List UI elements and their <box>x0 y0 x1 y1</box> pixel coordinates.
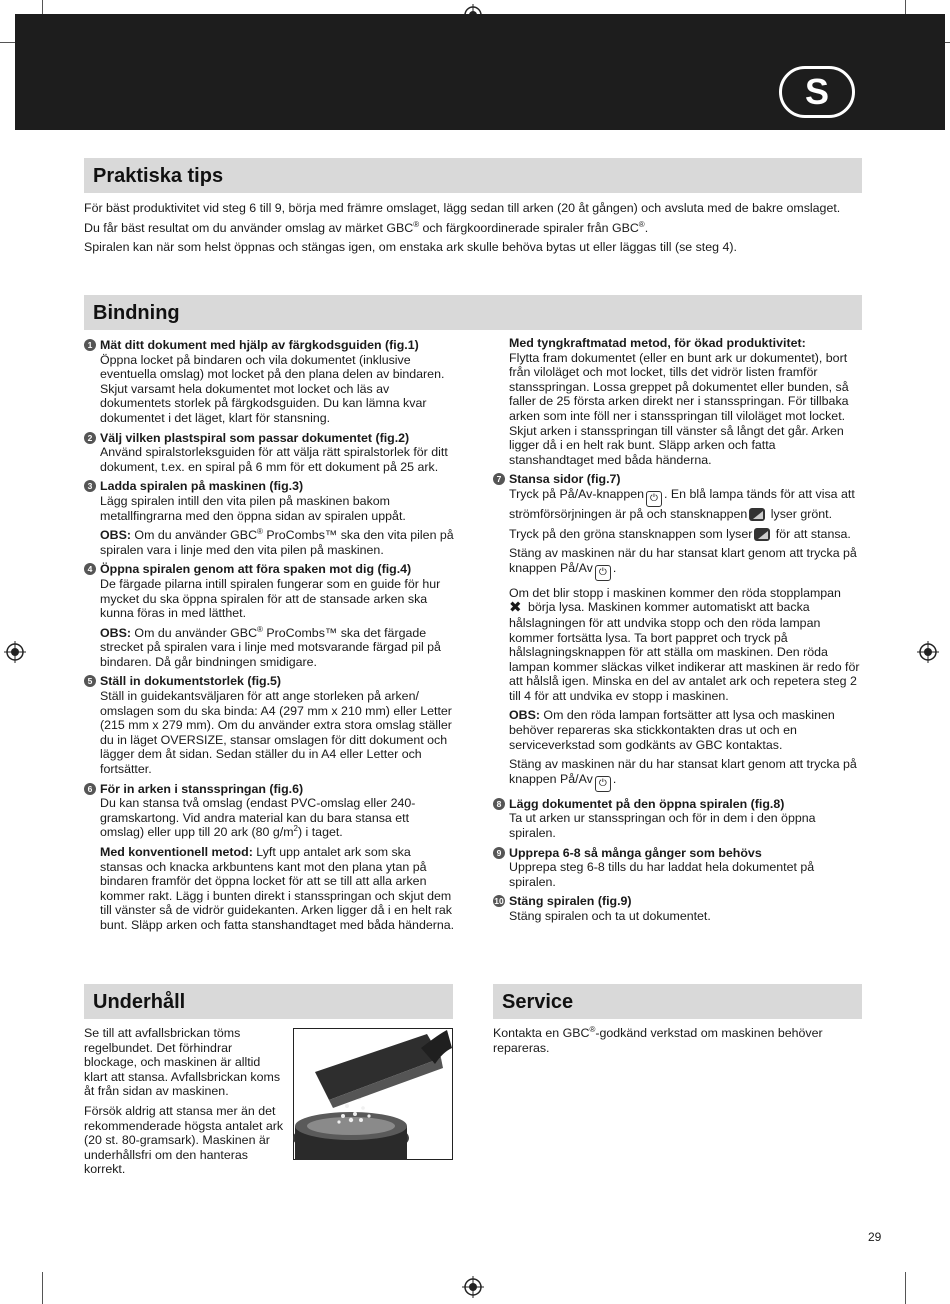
step-body: Ställ in guidekantsväljaren för att ange storleken på arken/ omslagen som du ska binda: A4 (297 mm x 210 mm) eller Letter (215 mm x 279 mm). Om du använder extra stora omslag ställer du in läget OVERSIZE, stansar omslagen för ditt dokument och lägger dem åt sidan. Sedan ställer du in A4 eller Letter och fortsätter. <box>100 689 452 777</box>
power-button-icon: ⏻ <box>646 491 662 507</box>
step-body: Ta ut arken ur stansspringan och för in dem i den öppna spiralen. <box>509 811 816 841</box>
step-title: Upprepa 6-8 så många gånger som behövs <box>509 845 762 860</box>
stop-lamp-icon: ✖ <box>509 599 522 617</box>
tips-section <box>84 201 844 260</box>
registration-mark-icon <box>462 1276 484 1298</box>
tips-paragraph-3: Spiralen kan när som helst öppnas och stängas igen, om enstaka ark skulle behöva bytas ut eller läggas till (se steg 4). <box>84 240 737 255</box>
crop-mark <box>42 1272 43 1304</box>
binding-heading: Bindning <box>84 295 862 330</box>
step-2 <box>84 431 456 475</box>
step-6 <box>84 782 456 933</box>
registration-mark-icon <box>4 641 26 663</box>
maintenance-heading: Underhåll <box>84 984 453 1019</box>
step-number: 2 <box>84 432 96 444</box>
crop-mark <box>905 1272 906 1304</box>
step-number: 5 <box>84 675 96 687</box>
step-body: Använd spiralstorleksguiden för att välja rätt spiralstorlek för ditt dokument, t.ex. en spiral på 6 mm för ett dokument på 25 ark. <box>100 445 448 474</box>
maintenance-text <box>84 1026 284 1182</box>
tips-paragraph-1: För bäst produktivitet vid steg 6 till 9, börja med främre omslaget, lägg sedan till arken (20 åt gången) och avsluta med de bakre omslaget. <box>84 201 841 215</box>
step-number: 9 <box>493 847 505 859</box>
page-number: 29 <box>868 1230 882 1244</box>
step-5 <box>84 674 456 776</box>
step-body: Upprepa steg 6-8 tills du har laddat hela dokumentet på spiralen. <box>509 860 815 889</box>
binding-right-column <box>493 336 863 929</box>
step-number: 3 <box>84 480 96 492</box>
registration-mark-icon <box>917 641 939 663</box>
step-1 <box>84 338 456 426</box>
step-number: 1 <box>84 339 96 351</box>
step-title: För in arken i stansspringan (fig.6) <box>100 781 304 796</box>
step-number: 8 <box>493 798 505 810</box>
step-title: Välj vilken plastspiral som passar dokumentet (fig.2) <box>100 430 410 445</box>
power-button-icon: ⏻ <box>595 565 611 581</box>
step-number: 7 <box>493 473 505 485</box>
step-number: 4 <box>84 563 96 575</box>
step-note: OBS: Om du använder GBC® ProCombs™ ska det färgade strecket på spiralen vara i linje med motsvarande färgad pil på bindaren. Då går bindningen smidigare. <box>100 624 441 669</box>
step-title: Ladda spiralen på maskinen (fig.3) <box>100 479 304 494</box>
service-paragraph: Kontakta en GBC®-godkänd verkstad om maskinen behöver repareras. <box>493 1024 823 1055</box>
punch-button-icon <box>749 508 765 521</box>
step-title: Öppna spiralen genom att föra spaken mot dig (fig.4) <box>100 562 412 577</box>
service-text <box>493 1026 853 1060</box>
language-badge: S <box>779 66 855 118</box>
step-body: Du kan stansa två omslag (endast PVC-omslag eller 240-gramskartong. Vid andra material kan du bara stansa ett omslag) eller upp till 20 ark (80 $g/m^2$) i taget. <box>100 796 416 840</box>
step-number: 6 <box>84 783 96 795</box>
step-9 <box>493 846 863 890</box>
power-button-icon: ⏻ <box>595 776 611 792</box>
step-body: De färgade pilarna intill spiralen fungerar som en guide för hur mycket du ska öppna spiralen för att de stansade arken ska kunna föras in med lätthet. <box>100 576 441 621</box>
step-body: Stäng spiralen och ta ut dokumentet. <box>509 909 711 923</box>
step-8 <box>493 797 863 841</box>
conventional-method: Med konventionell metod: Lyft upp antalet ark som ska stansas och knacka arkbuntens kant mot den plana ytan på bindaren framför det öppna locket för att se till att alla arken kommer rakt. Lägg i bunten direkt i stansspringan och skjut dem till vänster så de vidrör guidekanten. Arken ligger då i en helt rak bunt. Släpp arken och fatta stanshandtaget med båda händerna. <box>100 845 455 932</box>
step-3 <box>84 479 456 557</box>
punch-button-icon <box>754 528 770 541</box>
waste-tray-illustration <box>293 1028 453 1160</box>
step-note: OBS: Om du använder GBC® ProCombs™ ska den vita pilen på spiralen vara i linje med den vita pilen på maskinen. <box>100 527 454 557</box>
step-title: Stansa sidor (fig.7) <box>509 472 621 487</box>
maintenance-paragraph-1: Se till att avfallsbrickan töms regelbundet. Det förhindrar blockage, och maskinen är alltid klart att stansa. Avfallsbrickan koms åt från sidan av maskinen. <box>84 1026 281 1099</box>
binding-left-column <box>84 338 456 938</box>
step-title: Mät ditt dokument med hjälp av färgkodsguiden (fig.1) <box>100 338 419 352</box>
step-number: 10 <box>494 896 504 907</box>
tips-paragraph-2: Du får bäst resultat om du använder omslag av märket GBC® och färgkoordinerade spiraler från GBC®. <box>84 219 649 235</box>
step-10 <box>493 894 863 923</box>
maintenance-paragraph-2: Försök aldrig att stansa mer än det rekommenderade högsta antalet ark (20 st. 80-gramsark). Maskinen är underhållsfri om den hanteras korrekt. <box>84 1103 284 1177</box>
step-body: Öppna locket på bindaren och vila dokumentet (inklusive eventuella omslag) mot locket på den plana delen av bindaren. Skjut varsamt hela dokumentet mot locket och läs av dokumentets storlek på färgkodsguiden. Du kan lämna kvar dokumentet i det läget, klart för stansning. <box>100 352 445 425</box>
step-title: Stäng spiralen (fig.9) <box>509 894 632 909</box>
step-7: 7 Stansa sidor (fig.7) Tryck på På/Av-knappen ⏻ . En blå lampa tänds för att visa att strömförsörjningen är på och stansknappen lyser grönt. Tryck på den gröna stansknappen som lyser för att stansa. Stäng av maskinen när du har stansat klart genom att trycka på knappen På/Av ⏻ . Om det blir stopp i maskinen kommer den röda stopplampan ✖ börja lysa. Maskinen kommer automatiskt att backa hålslagningen för att undvika stopp och den röda lampan kommer fortsätta lysa. Ta bort pappret och tryck på hålslagningsknappen för att ställa om maskinen. Den röda lampan kommer släckas vilket indikerar att maskinen är redo för att hålslå igen. Minska en del av antalet ark och repetera steg 2 till 4 för att undvika ev stopp i maskinen. OBS: Om den röda lampan fortsätter att lysa och maskinen behöver repareras ska stickkontakten dras ut och en serviceverkstad som godkänts av GBC kontaktas. Stäng av maskinen när du har stansat klart genom att trycka på knappen På/Av ⏻ . <box>493 472 863 792</box>
step-title: Lägg dokumentet på den öppna spiralen (fig.8) <box>509 796 785 811</box>
service-heading: Service <box>493 984 862 1019</box>
step-4 <box>84 562 456 669</box>
tips-heading: Praktiska tips <box>84 158 862 193</box>
step-body: Lägg spiralen intill den vita pilen på maskinen bakom metallfingrarna med den öppna sidan av spiralen uppåt. <box>100 493 406 523</box>
step-title: Ställ in dokumentstorlek (fig.5) <box>100 674 282 689</box>
gravity-method: Med tyngkraftmatad metod, för ökad produktivitet: Flytta fram dokumentet (eller en bunt ark ur dokumentet), bort från viloläget och mot locket, tills det vidrör listen framför stansspringan. Lossa greppet på dokumentet eller bunden, så faller de 25 första arken direkt ner i stansspringan. För tillbaka arken som inte föll ner i stansspringan till viloläget mot locket. Skjut arken i stansspringan till vänster så långt det går. Arken ligger då i en helt rak bunt. Släpp arken och fatta stanshandtaget med båda händerna. <box>509 336 849 467</box>
